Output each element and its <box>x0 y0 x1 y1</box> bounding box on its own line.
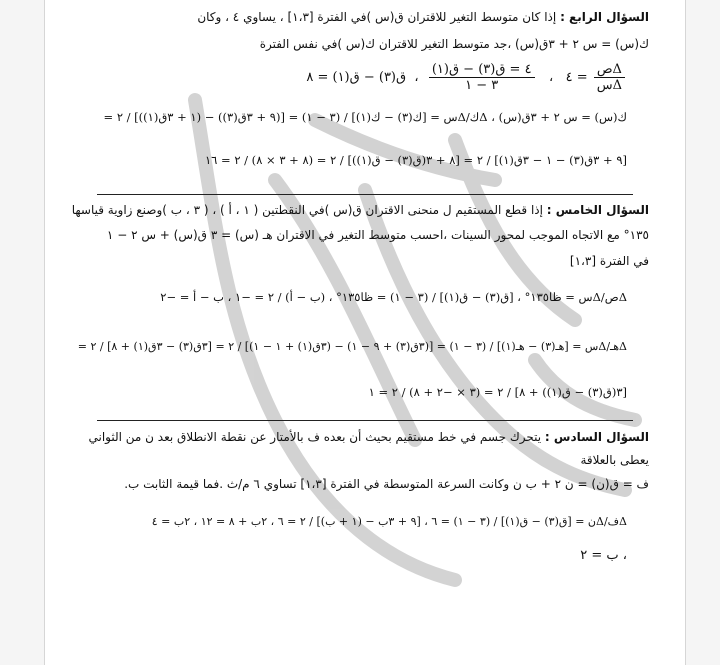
q6-line2: يعطى بالعلاقة <box>580 453 649 467</box>
q5-line3: في الفترة [١،٣] <box>569 254 649 268</box>
q4-line2: ك(س) = س ٢ + ٣ق(س) ،جد متوسط التغير للاقتران ك(س )في نفس الفترة <box>259 37 649 51</box>
q6-title: السؤال السادس : <box>544 430 649 444</box>
q6-eq2: ، ب = ٢ <box>580 548 627 563</box>
document-page <box>44 0 686 665</box>
q4-eq3: [٩ + ٣ق(٣) − ١ − ٣ق(١)] / ٢ = [٨ + ٣(ق(٣) − ق(١))] / ٢ = (٨ + ٣ × ٨) / ٢ = ١٦ <box>205 153 627 167</box>
q4-title: السؤال الرابع : <box>560 10 649 24</box>
section-divider <box>97 420 633 421</box>
q6-eq1: Δف/Δن = [ق(٣) − ق(١)] / (٣ − ١) = ٦ ، [٩ + ٣ب − (١ + ب)] / ٢ = ٦ ، ٢ب + ٨ = ١٢ ، ٢ب = ٤ <box>151 515 627 528</box>
q5-title: السؤال الخامس : <box>546 203 649 217</box>
q5-line1: السؤال الخامس : إذا قطع المستقيم ل منحنى الاقتران ق(س )في النقطتين ( ١ ، أ ) ، ( ٣ ، ب )وصنع زاوية قياسها <box>71 203 649 217</box>
q4-eq1: $\frac{\text{Δص}}{\text{Δس}}$ = ٤ ، $\frac{\text{٤ = ق(٣) − ق(١)}}{٣ - ١}$ ، ق(٣) − ق(١) = ٨ <box>306 62 627 93</box>
q5-eq2: Δهـ/Δس = [هـ(٣) − هـ(١)] / (٣ − ١) = [(٣ق(٣) + ٩ − ١) − (٣ق(١) + ١ − ١)] / ٢ = [٣ق(٣) − ٣ق(١) + ٨] / ٢ = <box>77 340 627 353</box>
q6-line1: السؤال السادس : يتحرك جسم في خط مستقيم بحيث أن بعده ف بالأمتار عن نقطة الانطلاق بعد ن من الثواني <box>88 430 649 444</box>
q6-line3: ف = ق(ن) = ن ٢ + ب ن وكانت السرعة المتوسطة في الفترة [١،٣] تساوي ٦ م/ث .فما قيمة الثابت ب. <box>124 477 649 491</box>
q5-eq1: Δص/Δس = ظا١٣٥° ، [ق(٣) − ق(١)] / (٣ − ١) = ظا١٣٥° ، (ب − أ) / ٢ = −١ ، ب − أ = −٢ <box>160 290 627 304</box>
q4-eq2: ك(س) = س ٢ + ٣ق(س) ، Δك/Δس = [ك(٣) − ك(١)] / (٣ − ١) = [(٩ + ٣ق(٣)) − (١ + ٣ق(١))] / ٢ = <box>103 110 627 124</box>
q4-line1: السؤال الرابع : إذا كان متوسط التغير للاقتران ق(س )في الفترة [١،٣] ، يساوي ٤ ، وكان <box>197 10 649 24</box>
q5-line2: ١٣٥° مع الاتجاه الموجب لمحور السينات ،احسب متوسط التغير في الاقتران هـ (س) = ٣ ق(س) + س ٢ − ١ <box>106 228 649 242</box>
section-divider <box>97 194 633 195</box>
q5-eq3: [٣(ق(٣) − ق(١)) + ٨] / ٢ = (٣ × −٢ + ٨) / ٢ = ١ <box>368 385 627 399</box>
